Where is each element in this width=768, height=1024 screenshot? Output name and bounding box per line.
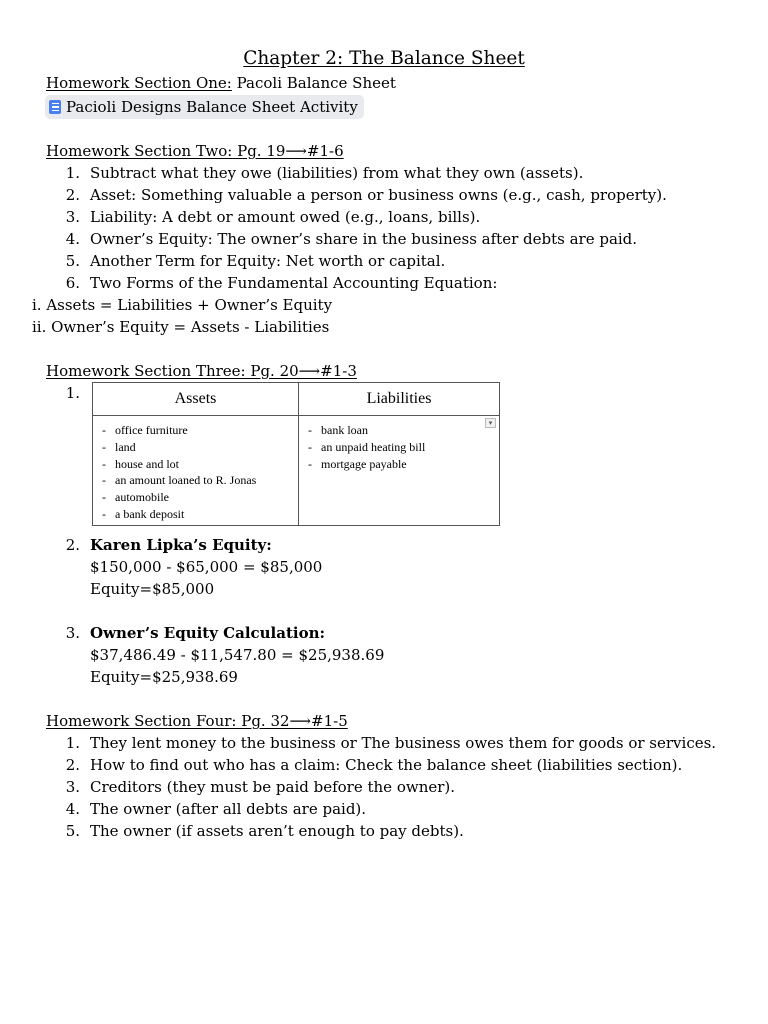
list-number: 4.: [65, 800, 80, 818]
karen-equity-calc: $150,000 - $65,000 = $85,000: [90, 558, 323, 576]
list-item: The owner (after all debts are paid).: [90, 800, 367, 818]
list-number: 1.: [65, 734, 80, 752]
section-four-pages: Pg. 32⟶#1-5: [236, 712, 348, 730]
list-item: Liability: A debt or amount owed (e.g., loans, bills).: [90, 208, 481, 226]
equation-form-2: ii. Owner’s Equity = Assets - Liabilities: [32, 318, 330, 336]
list-number: 1.: [65, 164, 80, 182]
list-number: 2.: [65, 186, 80, 204]
list-number: 5.: [65, 822, 80, 840]
equation-form-1: i. Assets = Liabilities + Owner’s Equity: [32, 296, 333, 314]
asset-item: - office furniture: [102, 423, 188, 437]
liability-item: - bank loan: [308, 423, 368, 437]
assets-cell: [93, 416, 299, 526]
asset-item: - a bank deposit: [102, 506, 185, 521]
page-title: Chapter 2: The Balance Sheet: [243, 48, 525, 69]
list-item: The owner (if assets aren’t enough to pay debts).: [90, 822, 464, 840]
list-item: How to find out who has a claim: Check the balance sheet (liabilities section).: [90, 756, 683, 774]
section-one-title: Pacoli Balance Sheet: [231, 74, 396, 92]
dropdown-arrow-icon[interactable]: ▾: [485, 418, 496, 428]
asset-item: - land: [102, 439, 136, 454]
section-one-label: Homework Section One:: [46, 74, 232, 92]
section-three-heading: [46, 361, 357, 381]
list-number: 3.: [65, 208, 80, 226]
section-three-label: Homework Section Three:: [46, 362, 246, 380]
owner-equity-result: Equity=$25,938.69: [90, 668, 238, 686]
section-three-pages: Pg. 20⟶#1-3: [245, 362, 357, 380]
list-item: Another Term for Equity: Net worth or capital.: [90, 252, 446, 270]
doc-link-label[interactable]: Pacioli Designs Balance Sheet Activity: [66, 98, 358, 116]
assets-column-header: Assets: [93, 383, 299, 416]
list-item: Owner’s Equity: The owner’s share in the business after debts are paid.: [90, 230, 638, 248]
asset-item: - automobile: [102, 490, 169, 505]
liabilities-cell: [299, 416, 500, 526]
section-two-pages: Pg. 19⟶#1-6: [232, 142, 344, 160]
owner-equity-heading: Owner’s Equity Calculation:: [90, 624, 326, 642]
list-item: Asset: Something valuable a person or business owns (e.g., cash, property).: [90, 186, 667, 204]
list-number: 5.: [65, 252, 80, 270]
balance-sheet-table: [92, 382, 500, 526]
section-two-heading: [46, 141, 344, 161]
list-number: 3.: [65, 778, 80, 796]
asset-item: - an amount loaned to R. Jonas: [102, 473, 257, 488]
doc-link-chip[interactable]: [45, 95, 364, 119]
list-number: 6.: [65, 274, 80, 292]
list-item: Two Forms of the Fundamental Accounting Equation:: [90, 274, 498, 292]
list-number: 2.: [65, 536, 80, 554]
asset-item: - house and lot: [102, 456, 179, 471]
liabilities-column-header: Liabilities: [299, 383, 500, 416]
karen-equity-heading: Karen Lipka’s Equity:: [90, 536, 272, 554]
section-four-heading: [46, 711, 348, 731]
list-item: Creditors (they must be paid before the owner).: [90, 778, 456, 796]
list-number: 1.: [65, 384, 80, 402]
liability-item: - an unpaid heating bill: [308, 439, 426, 454]
karen-equity-result: Equity=$85,000: [90, 580, 215, 598]
list-item: They lent money to the business or The business owes them for goods or services.: [90, 734, 717, 752]
section-two-label: Homework Section Two:: [46, 142, 233, 160]
list-number: 2.: [65, 756, 80, 774]
owner-equity-calc: $37,486.49 - $11,547.80 = $25,938.69: [90, 646, 385, 664]
list-item: Subtract what they owe (liabilities) from what they own (assets).: [90, 164, 584, 182]
google-docs-icon: [49, 100, 61, 114]
section-four-label: Homework Section Four:: [46, 712, 237, 730]
section-one-heading: [46, 73, 396, 93]
list-number: 3.: [65, 624, 80, 642]
list-number: 4.: [65, 230, 80, 248]
liability-item: - mortgage payable: [308, 456, 407, 471]
